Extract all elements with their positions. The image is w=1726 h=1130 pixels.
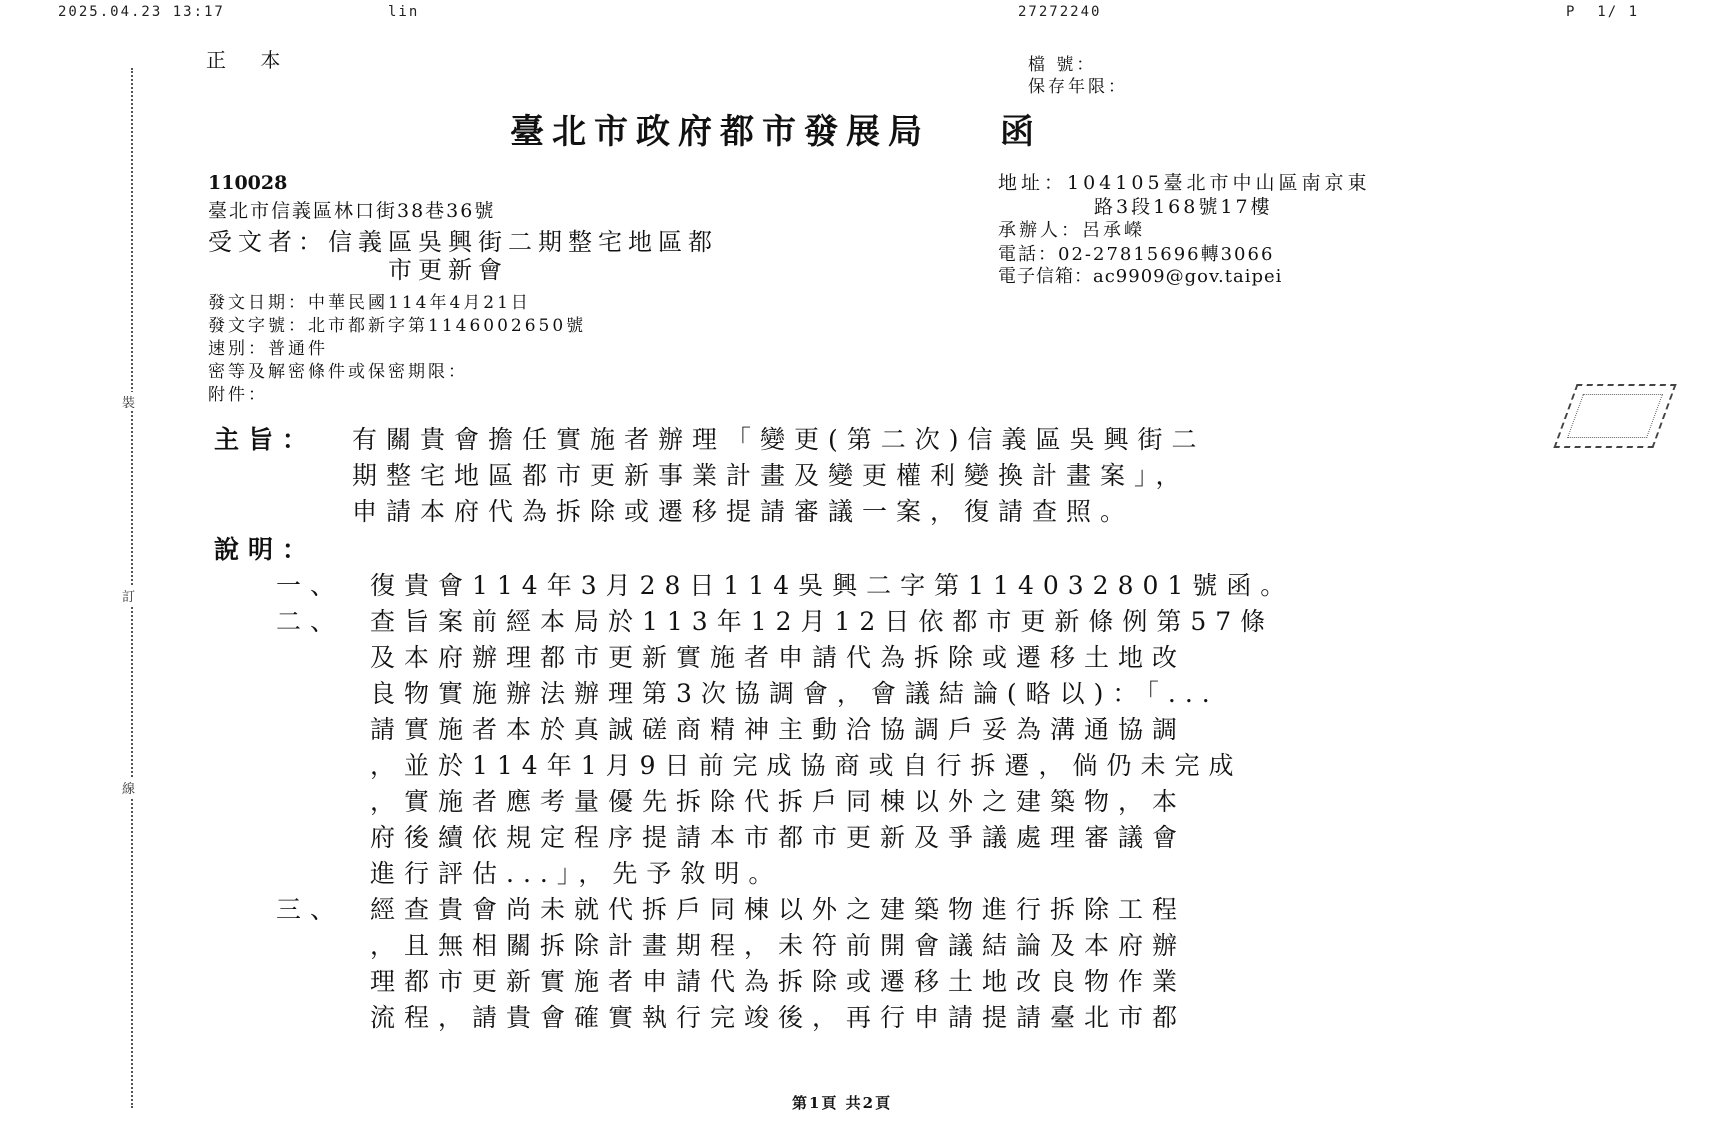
page-footer: 第1頁 共2頁 (792, 1094, 893, 1112)
recipient-address: 臺北市信義區林口街38巷36號 (208, 200, 496, 222)
postal-code: 110028 (208, 172, 288, 194)
recipient-label: 受文者： (208, 228, 328, 256)
sender-address-line2: 路3段168號17樓 (1094, 196, 1273, 218)
explanation-item-line: 經查貴會尚未就代拆戶同棟以外之建築物進行拆除工程 (370, 895, 1187, 924)
fax-page: P 1/ 1 (1566, 4, 1640, 20)
binding-mark-zhuang: 裝 (122, 392, 135, 411)
agency-name: 臺北市政府都市發展局 (510, 112, 930, 152)
explanation-label: 說明： (214, 535, 317, 564)
explanation-item-line: ，且無相關拆除計畫期程，未符前開會議結論及本府辦 (370, 931, 1187, 960)
document-title (510, 104, 1042, 153)
explanation-item-number: 一、 (276, 571, 345, 600)
issue-date: 發文日期：中華民國114年4月21日 (208, 293, 531, 313)
explanation-item-line: 請實施者本於真誠磋商精神主動洽協調戶妥為溝通協調 (370, 715, 1187, 744)
explanation-item-line: ，並於114年1月9日前完成協商或自行拆遷，倘仍未完成 (370, 751, 1243, 780)
explanation-item-line: 查旨案前經本局於113年12月12日依都市更新條例第57條 (370, 607, 1275, 636)
seal-stamp (1553, 384, 1676, 448)
fax-user: lin (388, 4, 420, 20)
delivery-speed: 速別：普通件 (208, 339, 328, 359)
issue-number: 發文字號：北市都新字第1146002650號 (208, 316, 587, 336)
fax-datetime: 2025.04.23 13:17 (58, 4, 225, 20)
explanation-item-line: 流程，請貴會確實執行完竣後，再行申請提請臺北市都 (370, 1003, 1187, 1032)
binding-mark-xian: 線 (122, 778, 135, 797)
subject-line-3: 申請本府代為拆除或遷移提請審議一案，復請查照。 (352, 497, 1135, 526)
security-level: 密等及解密條件或保密期限： (208, 362, 468, 382)
handler: 承辦人：呂承嶸 (998, 220, 1145, 241)
phone: 電話：02-27815696轉3066 (998, 244, 1275, 265)
explanation-item-number: 二、 (276, 607, 345, 636)
subject-line-2: 期整宅地區都市更新事業計畫及變更權利變換計畫案」， (352, 461, 1190, 490)
explanation-item-line: 復貴會114年3月28日114吳興二字第114032801號函。 (370, 571, 1295, 600)
sender-address-line1: 地址：104105臺北市中山區南京東 (998, 172, 1371, 194)
recipient-name-line2: 市更新會 (388, 256, 508, 284)
document-type: 函 (1000, 112, 1042, 152)
email: 電子信箱：ac9909@gov.taipei (998, 266, 1283, 287)
recipient-name-line1: 信義區吳興街二期整宅地區都 (328, 228, 718, 256)
fax-number: 27272240 (1018, 4, 1102, 20)
explanation-item-number: 三、 (276, 895, 345, 924)
explanation-item-line: 良物實施辦法辦理第3次協調會，會議結論(略以)：「... (370, 679, 1219, 708)
copy-type: 正 本 (206, 48, 295, 72)
explanation-item-line: ，實施者應考量優先拆除代拆戶同棟以外之建築物，本 (370, 787, 1187, 816)
subject-line-1: 有關貴會擔任實施者辦理「變更(第二次)信義區吳興街二 (352, 425, 1206, 454)
explanation-item-line: 理都市更新實施者申請代為拆除或遷移土地改良物作業 (370, 967, 1187, 996)
explanation-item-line: 府後續依規定程序提請本市都市更新及爭議處理審議會 (370, 823, 1187, 852)
explanation-item-line: 及本府辦理都市更新實施者申請代為拆除或遷移土地改 (370, 643, 1187, 672)
retention-label: 保存年限： (1028, 77, 1128, 97)
subject-label: 主旨： (214, 425, 317, 454)
explanation-item-line: 進行評估...」，先予敘明。 (370, 859, 783, 888)
attachment: 附件： (208, 385, 268, 405)
file-number-label: 檔 號： (1028, 55, 1097, 75)
binding-mark-ding: 訂 (122, 586, 135, 605)
